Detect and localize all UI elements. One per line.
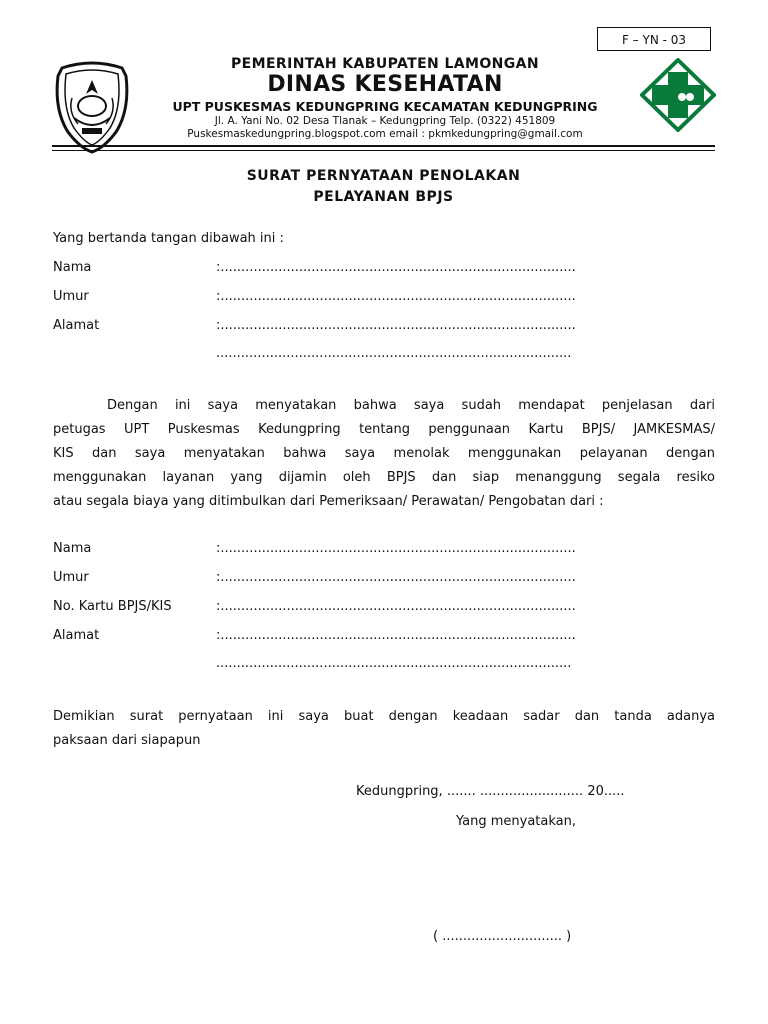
closing-paragraph — [53, 705, 715, 753]
patient-card-field[interactable]: :...................................................................................... — [216, 599, 576, 614]
letterhead-rule-thin — [52, 150, 715, 151]
intro-text: Yang bertanda tangan dibawah ini : — [53, 231, 284, 246]
patient-age-field[interactable]: :...................................................................................... — [216, 570, 576, 585]
letterhead-rule-thick — [52, 145, 715, 147]
statement-line: petugas UPT Puskesmas Kedungpring tentang penggunaan Kartu BPJS/ JAMKESMAS/ — [53, 422, 715, 437]
form-code: F – YN - 03 — [597, 27, 711, 51]
signer-name-field[interactable]: :...................................................................................... — [216, 260, 576, 275]
header-contact: Puskesmaskedungpring.blogspot.com email : pkmkedungpring@gmail.com — [187, 128, 583, 140]
header-agency: DINAS KESEHATAN — [267, 72, 503, 97]
statement-line: menggunakan layanan yang dijamin oleh BPJS dan siap menanggung segala resiko — [53, 470, 715, 485]
header-address: Jl. A. Yani No. 02 Desa Tlanak – Kedungpring Telp. (0322) 451809 — [214, 115, 556, 127]
signer-address-field[interactable]: :...................................................................................... — [216, 318, 576, 333]
patient-address-field[interactable]: :...................................................................................... — [216, 628, 576, 643]
signer-age-field[interactable]: :...................................................................................... — [216, 289, 576, 304]
puskesmas-green-cross-icon — [640, 58, 716, 132]
signature-line[interactable]: ( ............................. ) — [433, 929, 572, 944]
patient-address-field-2[interactable]: ...................................................................................... — [216, 656, 572, 671]
statement-line: KIS dan saya menyatakan bahwa saya menolak menggunakan pelayanan dengan — [53, 446, 715, 461]
statement-paragraph — [53, 394, 715, 514]
signer-address-field-2[interactable]: ...................................................................................... — [216, 346, 572, 361]
signer-caption: Yang menyatakan, — [456, 814, 577, 829]
header-unit: UPT PUSKESMAS KEDUNGPRING KECAMATAN KEDUNGPRING — [172, 99, 598, 114]
header-government: PEMERINTAH KABUPATEN LAMONGAN — [230, 56, 539, 72]
patient-address-label: Alamat — [53, 628, 100, 643]
document-title: SURAT PERNYATAAN PENOLAKAN — [246, 168, 521, 184]
signer-age-label: Umur — [53, 289, 89, 304]
lamongan-regency-emblem-icon — [52, 58, 132, 154]
closing-line: paksaan dari siapapun — [53, 733, 201, 748]
patient-name-label: Nama — [53, 541, 92, 556]
signer-address-label: Alamat — [53, 318, 100, 333]
statement-line: atau segala biaya yang ditimbulkan dari Pemeriksaan/ Perawatan/ Pengobatan dari : — [53, 494, 604, 509]
document-subtitle: PELAYANAN BPJS — [313, 189, 454, 205]
patient-age-label: Umur — [53, 570, 89, 585]
patient-card-label: No. Kartu BPJS/KIS — [53, 599, 172, 614]
patient-name-field[interactable]: :...................................................................................... — [216, 541, 576, 556]
statement-line: Dengan ini saya menyatakan bahwa saya sudah mendapat penjelasan dari — [107, 398, 715, 413]
signer-name-label: Nama — [53, 260, 92, 275]
closing-line: Demikian surat pernyataan ini saya buat dengan keadaan sadar dan tanda adanya — [53, 709, 715, 724]
place-date[interactable]: Kedungpring, ....... ......................... 20..... — [356, 784, 625, 799]
